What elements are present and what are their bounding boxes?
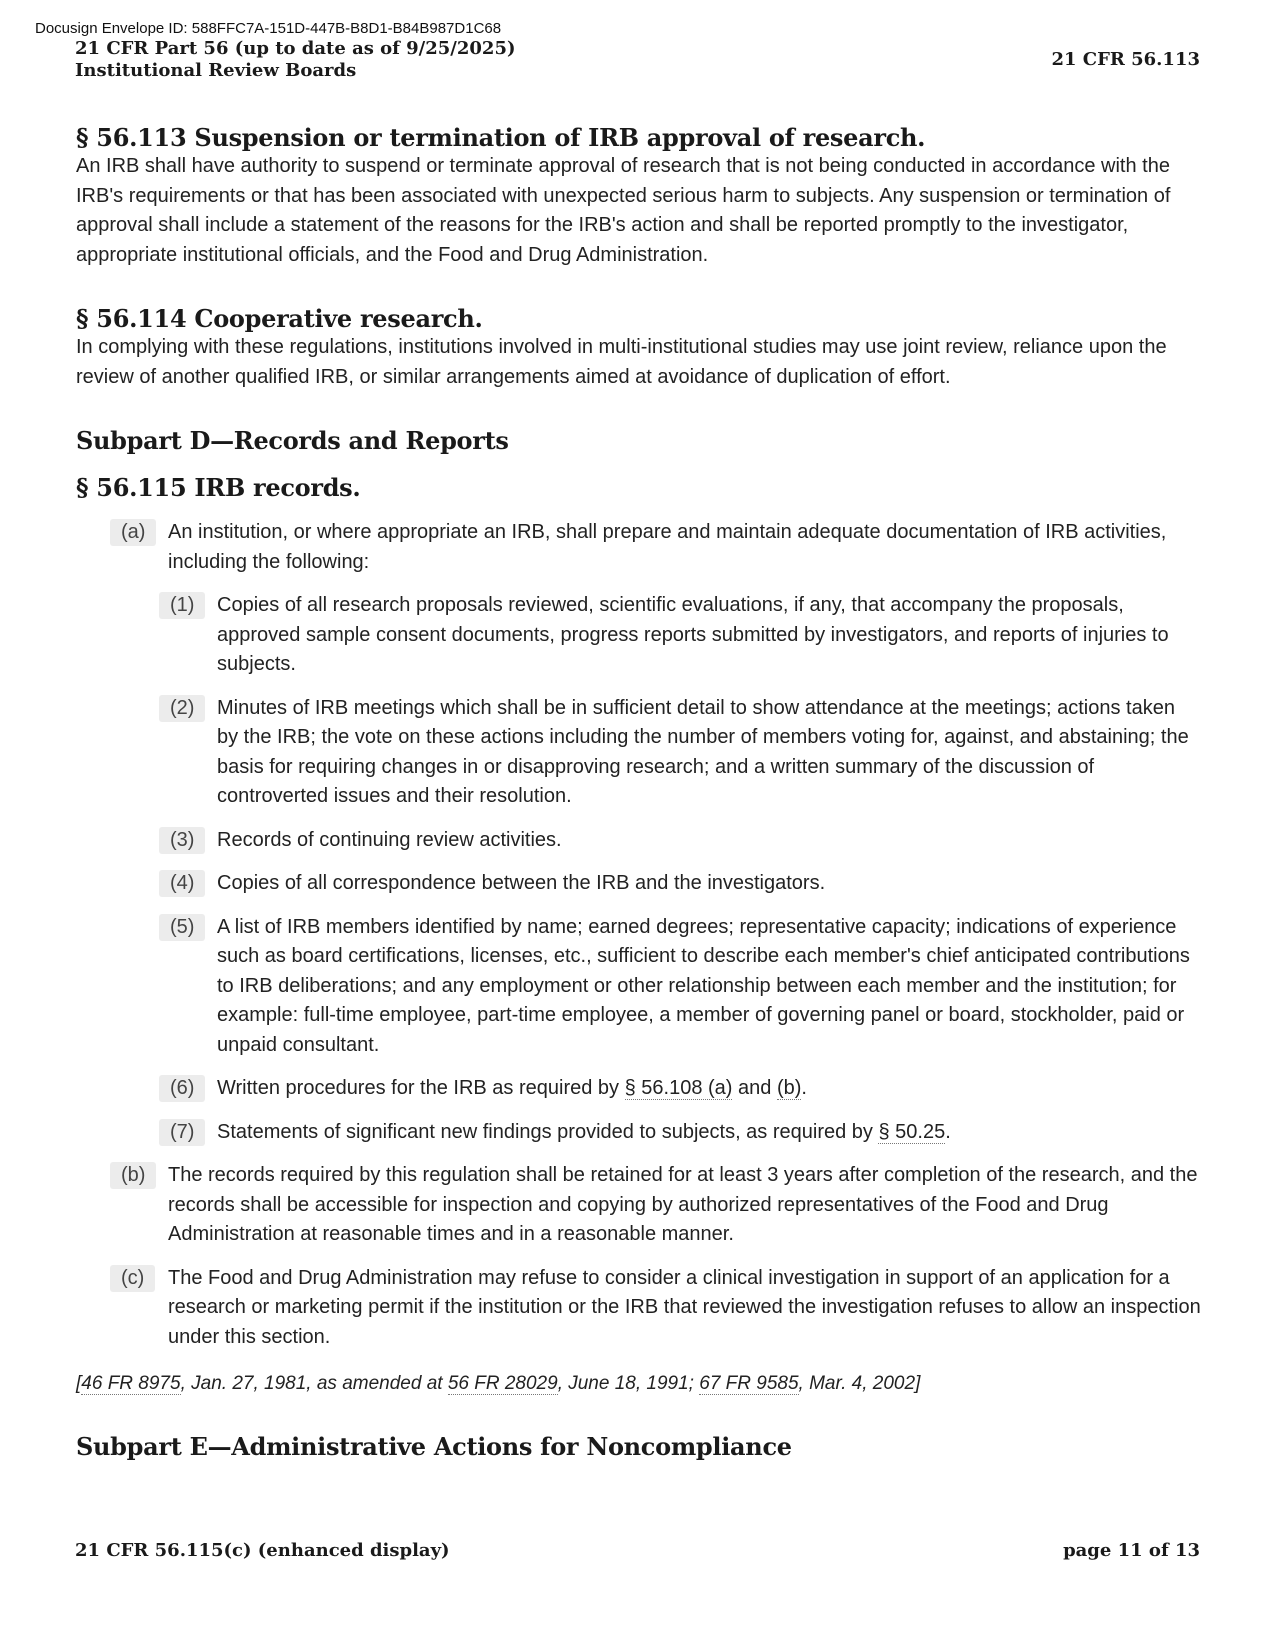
paragraph-a-7 <box>159 1118 1201 1148</box>
paragraph-b <box>110 1161 1201 1250</box>
paragraph-text-pre: Written procedures for the IRB as required by <box>217 1077 625 1099</box>
paragraph-label[interactable]: (6) <box>159 1075 205 1102</box>
paragraph-a <box>110 518 1201 577</box>
link-56-fr-28029[interactable]: 56 FR 28029 <box>447 1373 558 1394</box>
paragraph-text: Records of continuing review activities. <box>217 828 562 851</box>
paragraph-a-3 <box>159 826 1201 856</box>
paragraph-label[interactable]: (3) <box>159 827 205 854</box>
footer-page-number: page 11 of 13 <box>1063 1540 1200 1561</box>
paragraph-text-pre: Statements of significant new findings provided to subjects, as required by <box>217 1120 879 1143</box>
paragraph-c <box>110 1264 1201 1353</box>
paragraph-text: Copies of all correspondence between the IRB and the investigators. <box>217 872 826 894</box>
paragraph-text-mid: and <box>732 1077 777 1099</box>
paragraph-label[interactable]: (c) <box>110 1265 155 1292</box>
paragraph-label[interactable]: (7) <box>159 1119 205 1146</box>
page-header <box>75 38 515 82</box>
header-part-title: 21 CFR Part 56 (up to date as of 9/25/2025) <box>75 38 516 59</box>
link-46-fr-8975[interactable]: 46 FR 8975 <box>81 1373 181 1394</box>
subpart-d-heading: Subpart D—Records and Reports <box>76 426 509 455</box>
paragraph-text-post: . <box>945 1120 951 1143</box>
paragraph-label[interactable]: (4) <box>159 870 205 897</box>
paragraph-label[interactable]: (a) <box>110 519 156 546</box>
paragraph-label[interactable]: (1) <box>159 592 205 619</box>
paragraph-a-6 <box>159 1074 1201 1104</box>
section-56-115-heading: § 56.115 IRB records. <box>76 473 361 502</box>
docusign-envelope-id: Docusign Envelope ID: 588FFC7A-151D-447B-B8D1-B84B987D1C68 <box>35 20 502 37</box>
paragraph-a-1 <box>159 591 1201 680</box>
citation-text-3: , Mar. 4, 2002] <box>798 1373 921 1394</box>
paragraph-label[interactable]: (b) <box>110 1162 156 1189</box>
paragraph-a-2 <box>159 694 1201 812</box>
paragraph-text: Copies of all research proposals reviewed, scientific evaluations, if any, that accompany the proposals, approved sample consent documents, progress reports submitted by investigators, and reports of injuries to subjects. <box>217 594 1169 675</box>
citation-text-1: , Jan. 27, 1981, as amended at <box>180 1373 448 1394</box>
header-section-ref: 21 CFR 56.113 <box>1051 49 1200 70</box>
paragraph-text: The records required by this regulation shall be retained for at least 3 years after completion of the research, and the records shall be accessible for inspection and copying by authorized representatives of the Food and Drug Administration at reasonable times and in a reasonable manner. <box>168 1164 1198 1245</box>
link-56-108-b[interactable]: (b) <box>776 1077 802 1099</box>
citation-text-2: , June 18, 1991; <box>557 1373 700 1394</box>
subpart-e-heading: Subpart E—Administrative Actions for Noncompliance <box>76 1432 792 1461</box>
paragraph-text: An institution, or where appropriate an IRB, shall prepare and maintain adequate documentation of IRB activities, including the following: <box>168 521 1167 573</box>
section-56-113-text: An IRB shall have authority to suspend or terminate approval of research that is not being conducted in accordance with the IRB's requirements or that has been associated with unexpected serious harm to subjects. Any suspension or termination of approval shall include a statement of the reasons for the IRB's action and shall be reported promptly to the investigator, appropriate institutional officials, and the Food and Drug Administration. <box>76 155 1171 266</box>
paragraph-text: A list of IRB members identified by name; earned degrees; representative capacity; indications of experience such as board certifications, licenses, etc., sufficient to describe each member's chief anticipated contributions to IRB deliberations; and any employment or other relationship between each member and the institution; for example: full-time employee, part-time employee, a member of governing panel or board, stockholder, paid or unpaid consultant. <box>217 915 1190 1056</box>
link-50-25[interactable]: § 50.25 <box>878 1120 946 1143</box>
paragraph-text-post: . <box>801 1077 807 1099</box>
document-body <box>76 118 1201 1461</box>
link-56-108-a[interactable]: § 56.108 (a) <box>624 1077 733 1099</box>
source-citation <box>76 1370 1201 1398</box>
paragraph-label[interactable]: (5) <box>159 914 205 941</box>
paragraph-a-5 <box>159 913 1201 1061</box>
header-part-subtitle: Institutional Review Boards <box>75 60 357 81</box>
paragraph-label[interactable]: (2) <box>159 695 205 722</box>
link-67-fr-9585[interactable]: 67 FR 9585 <box>699 1373 799 1394</box>
footer-display-ref: 21 CFR 56.115(c) (enhanced display) <box>75 1540 450 1561</box>
paragraph-text: The Food and Drug Administration may refuse to consider a clinical investigation in support of an application for a research or marketing permit if the institution or the IRB that reviewed the investigation refuses to allow an inspection under this section. <box>168 1266 1201 1348</box>
section-56-114-text: In complying with these regulations, institutions involved in multi-institutional studies may use joint review, reliance upon the review of another qualified IRB, or similar arrangements aimed at avoidance of duplication of effort. <box>76 336 1167 388</box>
section-56-114-heading: § 56.114 Cooperative research. <box>76 304 483 333</box>
paragraph-text: Minutes of IRB meetings which shall be in sufficient detail to show attendance at the meetings; actions taken by the IRB; the vote on these actions including the number of members voting for, against, and abstaining; the basis for requiring changes in or disapproving research; and a written summary of the discussion of controverted issues and their resolution. <box>217 696 1189 807</box>
citation-open: [ <box>76 1373 82 1394</box>
section-56-113-heading: § 56.113 Suspension or termination of IRB approval of research. <box>76 123 926 152</box>
paragraph-a-4 <box>159 869 1201 899</box>
